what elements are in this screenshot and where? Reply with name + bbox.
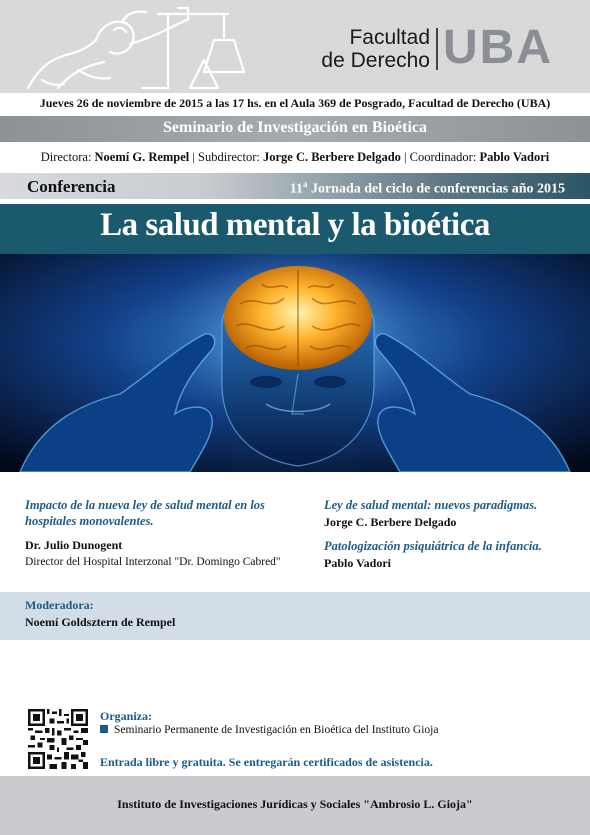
organizer-label: Organiza: — [100, 709, 152, 723]
coordinator-role: | Coordinador: — [400, 150, 480, 164]
admission-note: Entrada libre y gratuita. Se entregarán certificados de asistencia. — [100, 755, 433, 769]
directors-line — [0, 150, 590, 165]
talk-1-title: Impacto de la nueva ley de salud mental en los hospitales monovalentes. — [25, 498, 265, 528]
header-divider — [436, 28, 438, 70]
talk-3-speaker: Pablo Vadori — [324, 556, 392, 570]
conference-title: La salud mental y la bioética — [100, 207, 490, 243]
brain-illustration — [0, 254, 590, 472]
subdirector-name: Jorge C. Berbere Delgado — [262, 150, 401, 164]
jornada-number: 11 — [289, 181, 303, 197]
seminar-title: Seminario de Investigación en Bioética — [163, 119, 427, 136]
jornada-text: Jornada del ciclo de conferencias año 2015 — [307, 181, 565, 197]
talk-2-title: Ley de salud mental: nuevos paradigmas. — [324, 498, 538, 512]
organizer-name: Seminario Permanente de Investigación en Bioética del Instituto Gioja — [114, 724, 439, 736]
university-name: UBA — [443, 21, 553, 74]
talk-3 — [324, 538, 579, 571]
square-bullet-icon — [100, 725, 108, 733]
talk-1 — [25, 497, 310, 568]
event-type: Conferencia — [27, 177, 116, 196]
director-role: Directora: — [40, 150, 95, 164]
faculty-sculpture-logo — [18, 0, 263, 93]
talk-1-speaker-role: Director del Hospital Interzonal "Dr. Domingo Cabred" — [25, 556, 281, 568]
footer-institute: Instituto de Investigaciones Jurídicas y Sociales "Ambrosio L. Gioja" — [117, 797, 473, 811]
moderator-name: Noemí Goldsztern de Rempel — [25, 615, 176, 629]
faculty-name-line1: Facultad — [349, 26, 430, 49]
faculty-name-line2: de Derecho — [321, 49, 430, 72]
talk-3-title: Patologización psiquiátrica de la infancia. — [324, 539, 542, 553]
event-date-line: Jueves 26 de noviembre de 2015 a las 17 hs. en el Aula 369 de Posgrado, Facultad de Derecho (UBA) — [39, 96, 551, 110]
moderator-label: Moderadora: — [25, 598, 94, 612]
talk-2 — [324, 497, 579, 530]
director-name: Noemí G. Rempel — [94, 150, 190, 164]
qr-code[interactable] — [28, 709, 88, 769]
talk-1-speaker: Dr. Julio Dunogent — [25, 538, 123, 552]
jornada-superscript: a — [302, 179, 308, 189]
faculty-name — [300, 26, 430, 72]
jornada-line — [250, 179, 565, 198]
talk-2-speaker: Jorge C. Berbere Delgado — [324, 515, 457, 529]
coordinator-name: Pablo Vadori — [479, 150, 550, 164]
subdirector-role: | Subdirector: — [189, 150, 263, 164]
organizer-item — [100, 724, 438, 736]
